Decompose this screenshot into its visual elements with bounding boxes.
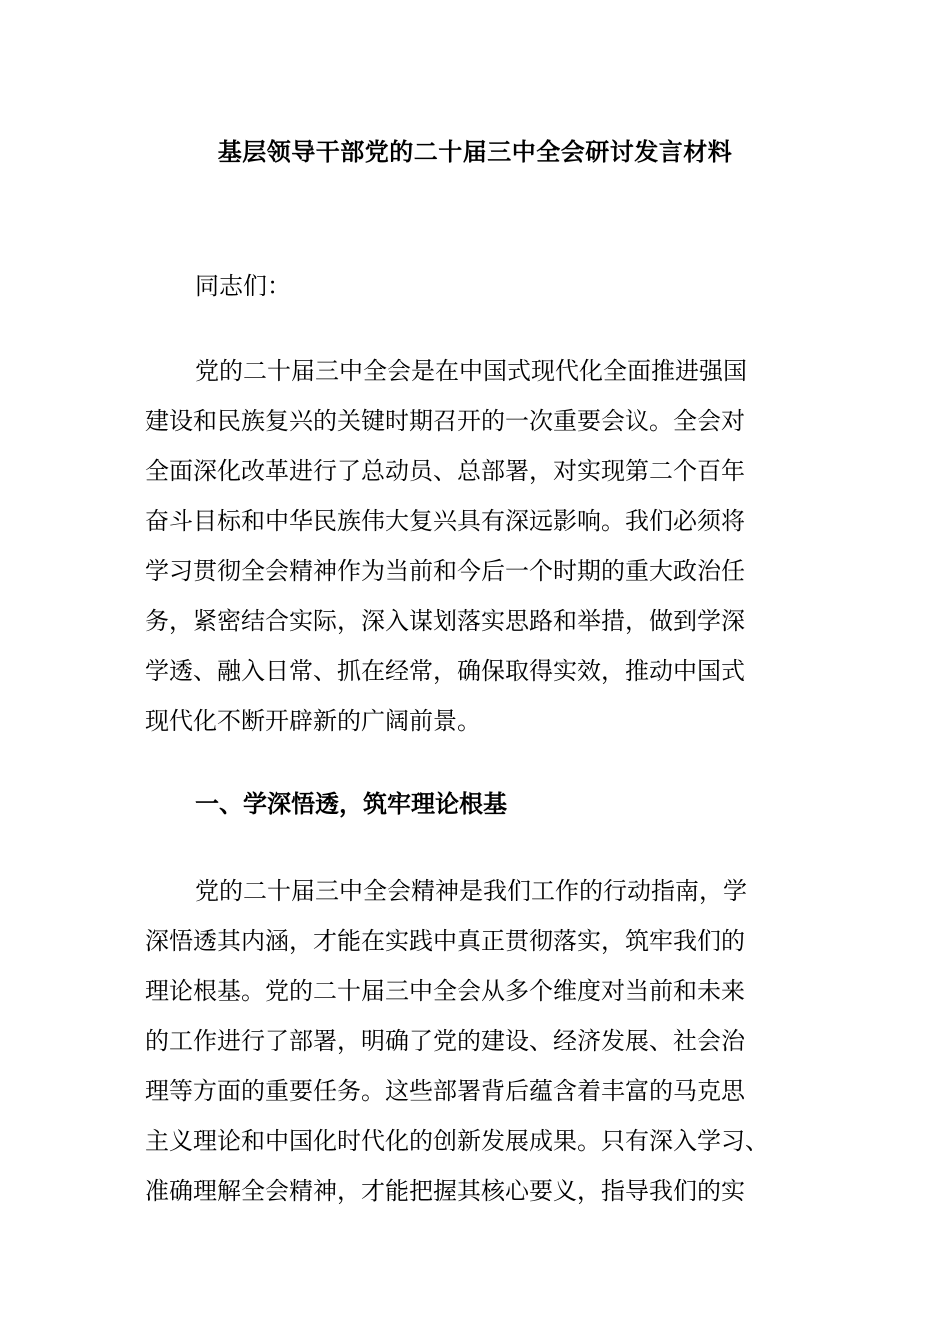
paragraph-line: 党的二十届三中全会精神是我们工作的行动指南，学: [195, 877, 747, 905]
section-heading: 一、学深悟透，筑牢理论根基: [195, 790, 507, 818]
paragraph-line: 全面深化改革进行了总动员、总部署，对实现第二个百年: [145, 457, 745, 485]
paragraph-line: 务，紧密结合实际，深入谋划落实思路和举措，做到学深: [145, 607, 745, 635]
document-title: 基层领导干部党的二十届三中全会研讨发言材料: [217, 138, 733, 166]
paragraph-line: 建设和民族复兴的关键时期召开的一次重要会议。全会对: [145, 407, 745, 435]
paragraph-line: 党的二十届三中全会是在中国式现代化全面推进强国: [195, 357, 747, 385]
paragraph-line: 的工作进行了部署，明确了党的建设、经济发展、社会治: [145, 1027, 745, 1055]
paragraph-line: 主义理论和中国化时代化的创新发展成果。只有深入学习、: [145, 1127, 769, 1155]
paragraph-line: 准确理解全会精神，才能把握其核心要义，指导我们的实: [145, 1177, 745, 1205]
paragraph-section-1: [145, 866, 805, 1216]
salutation: 同志们：: [195, 272, 291, 300]
paragraph-line: 学习贯彻全会精神作为当前和今后一个时期的重大政治任: [145, 557, 745, 585]
paragraph-line: 理等方面的重要任务。这些部署背后蕴含着丰富的马克思: [145, 1077, 745, 1105]
paragraph-line: 学透、融入日常、抓在经常，确保取得实效，推动中国式: [145, 657, 745, 685]
paragraph-line: 理论根基。党的二十届三中全会从多个维度对当前和未来: [145, 977, 745, 1005]
paragraph-intro: [145, 346, 805, 746]
paragraph-line: 奋斗目标和中华民族伟大复兴具有深远影响。我们必须将: [145, 507, 745, 535]
paragraph-line: 现代化不断开辟新的广阔前景。: [145, 707, 481, 735]
paragraph-line: 深悟透其内涵，才能在实践中真正贯彻落实，筑牢我们的: [145, 927, 745, 955]
